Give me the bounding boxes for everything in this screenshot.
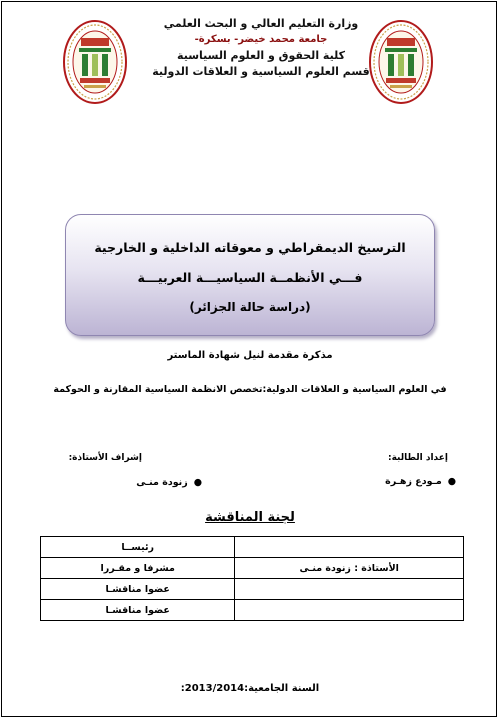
thesis-title-line-2: فـــي الأنظمــة السياسيـــة العربيـــة — [137, 270, 363, 285]
ministry-name: وزارة التعليم العالي و البحث العلمي — [163, 17, 359, 30]
table-row — [41, 537, 464, 558]
committee-title: لجنة المناقشة — [205, 510, 295, 525]
student-name-item — [385, 476, 456, 487]
institution-header — [150, 16, 372, 80]
table-row — [41, 600, 464, 621]
role-cell: عضوا مناقشـا — [41, 600, 235, 621]
academic-year: السنة الجامعية:2013/2014: — [180, 683, 320, 694]
member-cell — [235, 600, 464, 621]
supervisor-name-item — [136, 477, 202, 488]
supervisor-name: زنودة منـى — [136, 477, 188, 488]
member-cell: الأستاذة : زنودة منـى — [235, 558, 464, 579]
thesis-title-box — [65, 214, 435, 336]
table-row — [41, 579, 464, 600]
thesis-title-line-3: (دراسة حالة الجزائر) — [189, 300, 311, 314]
faculty-name: كلية الحقوق و العلوم السياسية — [177, 49, 345, 62]
bullet-icon: ● — [193, 477, 202, 488]
student-name: مـودع زهـرة — [385, 476, 442, 487]
university-seal-right-icon — [368, 18, 434, 106]
memo-description: مذكرة مقدمة لنيل شهادة الماستر — [167, 350, 333, 361]
role-cell: رئيســا — [41, 537, 235, 558]
role-cell: عضوا مناقشـا — [41, 579, 235, 600]
table-row — [41, 558, 464, 579]
role-cell: مشرفا و مقـررا — [41, 558, 235, 579]
department-name: قسم العلوم السياسية و العلاقات الدولية — [152, 65, 370, 78]
committee-table — [40, 536, 464, 621]
specialization-line: في العلوم السياسية و العلاقات الدولية:تخصص الانظمة السياسية المقارنة و الحوكمة — [53, 384, 447, 395]
university-seal-left-icon — [62, 18, 128, 106]
supervision-label: إشراف الأستاذة: — [68, 453, 142, 463]
university-name: جامعة محمد خيضر- بسكرة- — [194, 34, 328, 45]
member-cell — [235, 579, 464, 600]
member-cell — [235, 537, 464, 558]
bullet-icon: ● — [447, 476, 456, 487]
preparation-label: إعداد الطالبة: — [388, 453, 448, 463]
thesis-title-line-1: الترسيخ الديمقراطي و معوقاته الداخلية و الخارجية — [94, 240, 406, 255]
